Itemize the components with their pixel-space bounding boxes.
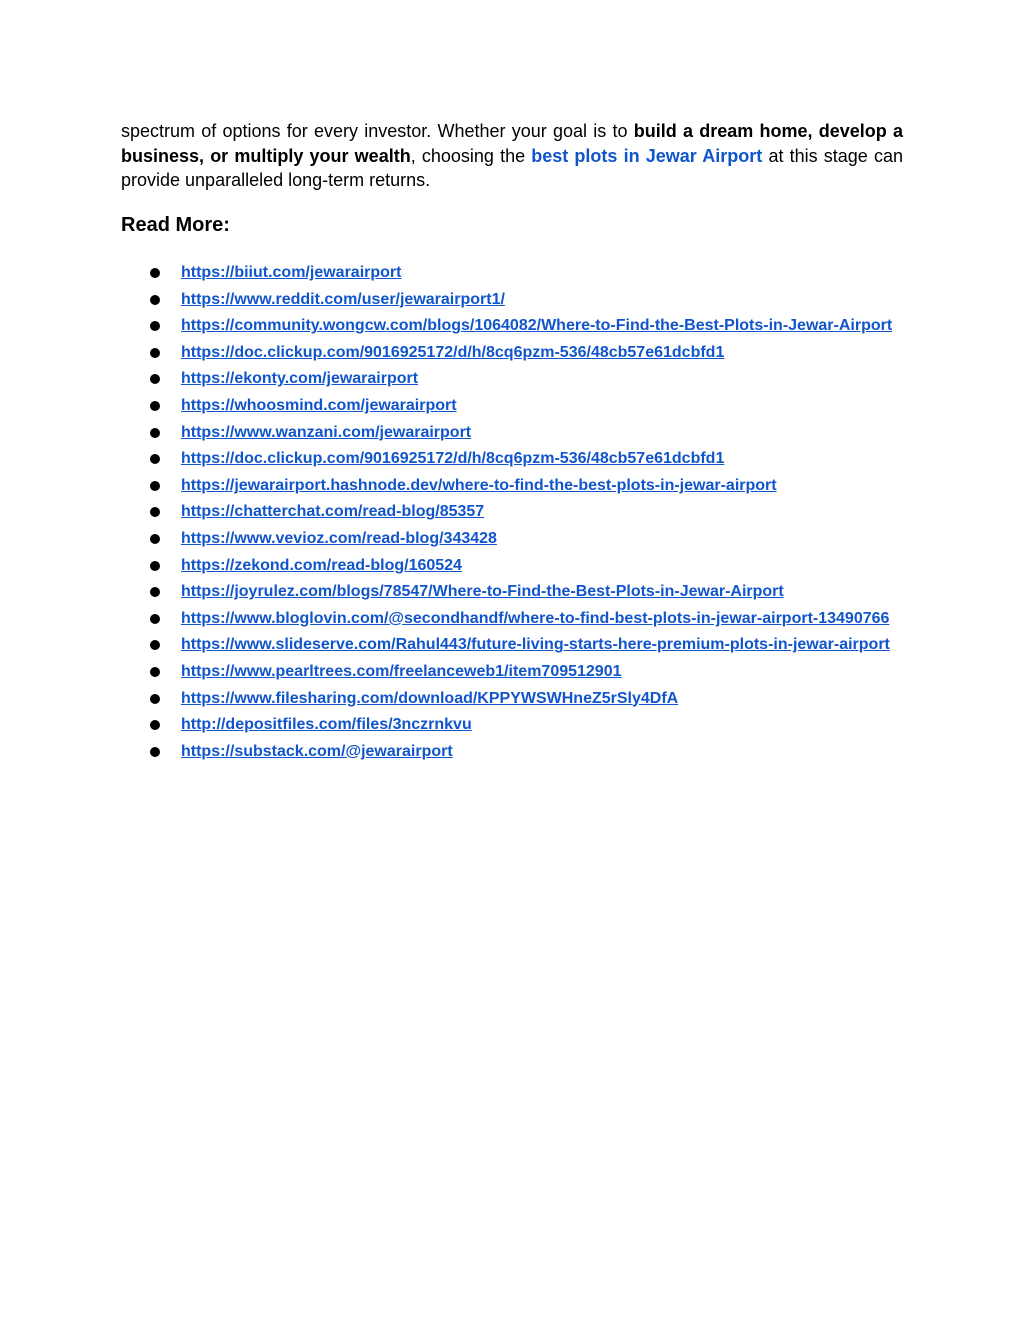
read-more-link[interactable]: https://zekond.com/read-blog/160524 — [181, 556, 462, 574]
bullet-icon — [150, 454, 160, 464]
list-item — [0, 367, 905, 391]
read-more-link[interactable]: https://www.wanzani.com/jewarairport — [181, 423, 472, 441]
read-more-link[interactable]: https://doc.clickup.com/9016925172/d/h/8cq6pzm-536/48cb57e61dcbfd1 — [181, 450, 725, 468]
read-more-link[interactable]: https://www.bloglovin.com/@secondhandf/where-to-find-best-plots-in-jewar-airport-13490766 — [181, 609, 890, 627]
bullet-icon — [150, 534, 160, 544]
bullet-icon — [150, 348, 160, 358]
read-more-link[interactable]: https://www.slideserve.com/Rahul443/future-living-starts-here-premium-plots-in-jewar-airport — [181, 636, 890, 654]
bullet-icon — [150, 667, 160, 677]
read-more-link[interactable]: https://jewarairport.hashnode.dev/where-to-find-the-best-plots-in-jewar-airport — [181, 476, 777, 494]
bullet-icon — [150, 321, 160, 331]
read-more-link[interactable]: http://depositfiles.com/files/3nczrnkvu — [181, 716, 472, 734]
list-item — [0, 314, 905, 338]
read-more-heading: Read More: — [121, 214, 230, 236]
read-more-link[interactable]: https://ekonty.com/jewarairport — [181, 370, 419, 388]
bullet-icon — [150, 295, 160, 305]
bullet-icon — [150, 587, 160, 597]
bullet-icon — [150, 720, 160, 730]
read-more-link[interactable]: https://whoosmind.com/jewarairport — [181, 396, 457, 414]
list-item — [0, 687, 905, 711]
list-item — [0, 607, 905, 631]
bullet-icon — [150, 747, 160, 757]
list-item — [0, 474, 905, 498]
bullet-icon — [150, 268, 160, 278]
list-item — [0, 394, 905, 418]
list-item — [0, 660, 905, 684]
read-more-link[interactable]: https://substack.com/@jewarairport — [181, 742, 453, 760]
bullet-icon — [150, 481, 160, 491]
list-item — [0, 421, 905, 445]
intro-text-1: spectrum of options for every investor. Whether your goal is to — [121, 121, 634, 141]
read-more-link[interactable]: https://chatterchat.com/read-blog/85357 — [181, 503, 485, 521]
list-item — [0, 341, 905, 365]
read-more-link[interactable]: https://www.filesharing.com/download/KPPYWSWHneZ5rSly4DfA — [181, 689, 679, 707]
intro-text-2: , choosing the — [410, 145, 532, 166]
read-more-link[interactable]: https://www.pearltrees.com/freelanceweb1/item709512901 — [181, 662, 622, 680]
bullet-icon — [150, 374, 160, 384]
list-item — [0, 633, 905, 657]
read-more-link[interactable]: https://community.wongcw.com/blogs/1064082/Where-to-Find-the-Best-Plots-in-Jewar-Airport — [181, 317, 893, 335]
list-item — [0, 527, 905, 551]
list-item — [0, 580, 905, 604]
list-item — [0, 288, 905, 312]
intro-paragraph — [121, 119, 903, 193]
read-more-link[interactable]: https://doc.clickup.com/9016925172/d/h/8cq6pzm-536/48cb57e61dcbfd1 — [181, 343, 725, 361]
read-more-link[interactable]: https://biiut.com/jewarairport — [181, 264, 402, 281]
list-item — [0, 500, 905, 524]
list-item — [0, 447, 905, 471]
bullet-icon — [150, 401, 160, 411]
bullet-icon — [150, 507, 160, 517]
intro-text-3: at this stage can provide unparalleled long-term returns. — [121, 145, 903, 190]
read-more-link[interactable]: https://www.vevioz.com/read-blog/343428 — [181, 529, 497, 547]
list-item — [0, 554, 905, 578]
list-item — [0, 740, 905, 764]
list-item — [0, 713, 905, 737]
read-more-link[interactable]: https://joyrulez.com/blogs/78547/Where-to-Find-the-Best-Plots-in-Jewar-Airport — [181, 583, 784, 601]
bullet-icon — [150, 614, 160, 624]
best-plots-link[interactable]: best plots in Jewar Airport — [531, 145, 763, 166]
bullet-icon — [150, 694, 160, 704]
bullet-icon — [150, 640, 160, 650]
bullet-icon — [150, 561, 160, 571]
read-more-link[interactable]: https://www.reddit.com/user/jewarairport1/ — [181, 290, 505, 308]
bullet-icon — [150, 428, 160, 438]
intro-bold-text: build a dream home, develop a business, or multiply your wealth — [121, 121, 903, 166]
list-item — [0, 261, 905, 285]
read-more-link-list — [0, 261, 905, 766]
